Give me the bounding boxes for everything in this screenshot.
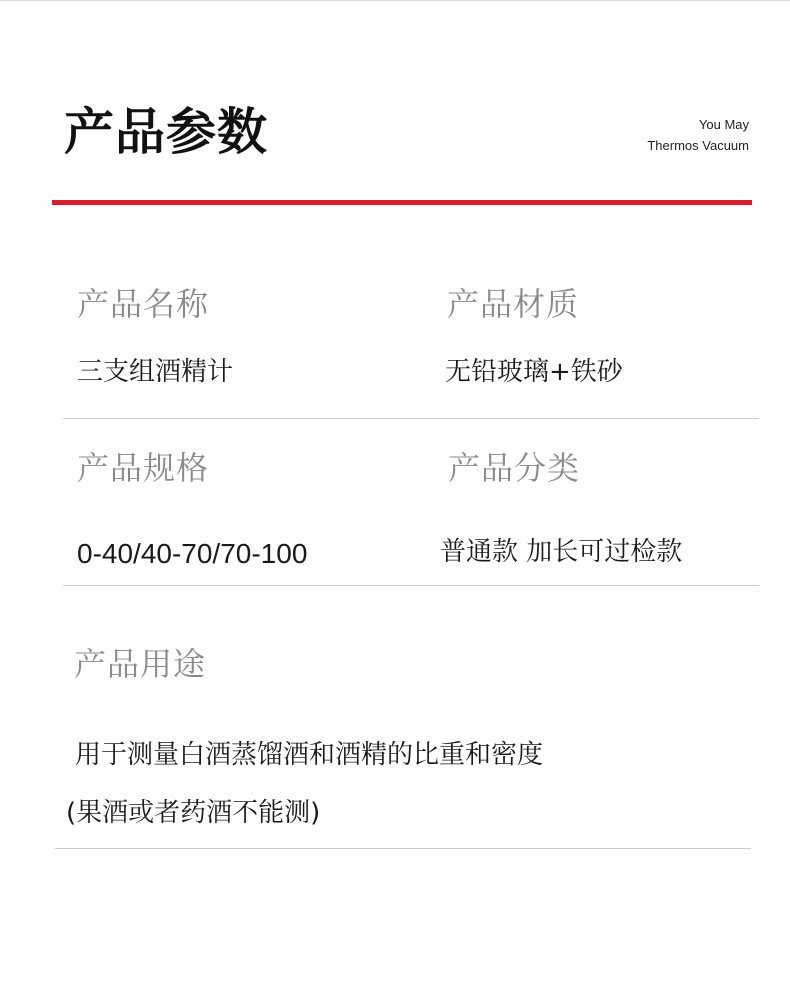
header-subtitle xyxy=(647,114,749,156)
product-size-label: 产品规格 xyxy=(77,449,210,487)
accent-divider xyxy=(52,200,752,205)
product-usage-line-1: 用于测量白酒蒸馏酒和酒精的比重和密度 xyxy=(75,740,544,770)
product-material-value: 无铅玻璃+铁砂 xyxy=(445,357,623,387)
product-material-label: 产品材质 xyxy=(447,285,580,323)
subtitle-line-2: Thermos Vacuum xyxy=(647,138,749,153)
product-name-label: 产品名称 xyxy=(77,285,210,323)
page-title: 产品参数 xyxy=(64,103,268,161)
subtitle-line-1: You May xyxy=(698,117,749,132)
top-border xyxy=(0,0,790,1)
row-divider-3 xyxy=(55,848,751,849)
product-category-label: 产品分类 xyxy=(448,449,581,487)
row-divider-2 xyxy=(63,585,759,586)
product-category-value: 普通款 加长可过检款 xyxy=(440,537,683,567)
product-name-value: 三支组酒精计 xyxy=(77,357,234,387)
product-usage-label: 产品用途 xyxy=(74,645,207,683)
row-divider-1 xyxy=(63,418,759,419)
product-size-value: 0-40/40-70/70-100 xyxy=(77,538,308,569)
product-usage-line-2: (果酒或者药酒不能测) xyxy=(66,798,321,828)
